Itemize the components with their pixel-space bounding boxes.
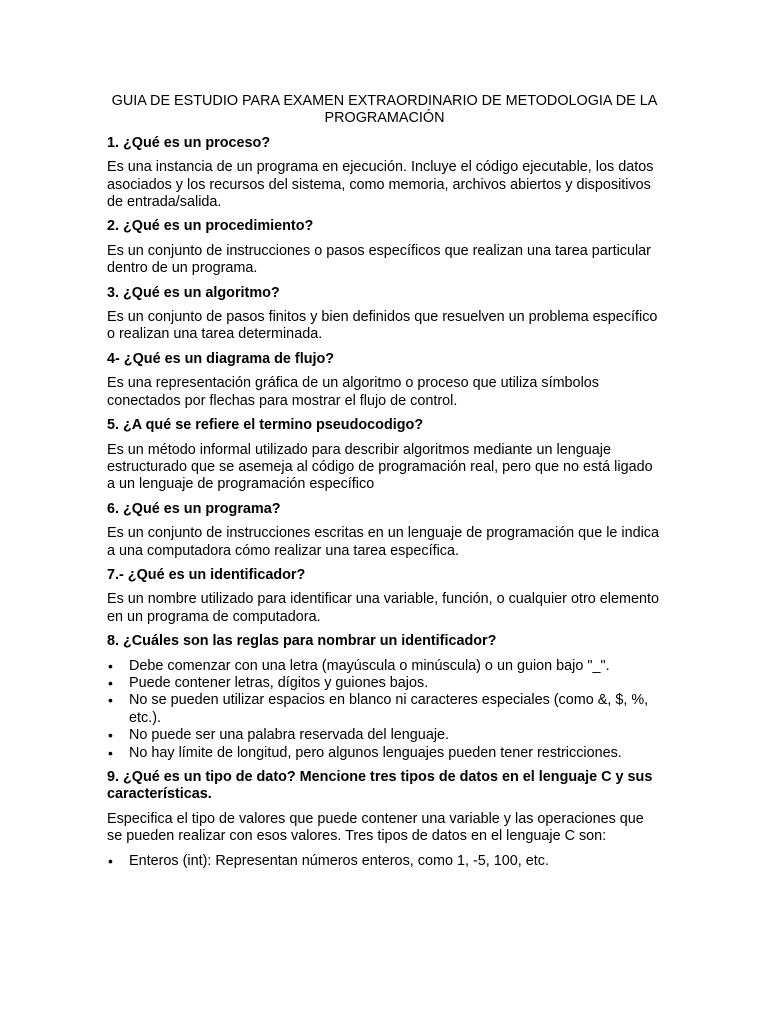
question-heading: 9. ¿Qué es un tipo de dato? Mencione tres tipos de datos en el lenguaje C y sus características. [107, 769, 653, 803]
list-item-text: No puede ser una palabra reservada del lenguaje. [129, 727, 450, 744]
list-item [107, 658, 662, 675]
answer-paragraph: Es una instancia de un programa en ejecución. Incluye el código ejecutable, los datos asociados y los recursos del sistema, como memoria, archivos abiertos y dispositivos de entrada/salida. [107, 159, 654, 211]
list-item [107, 853, 662, 870]
answer-paragraph: Especifica el tipo de valores que puede contener una variable y las operaciones que se pueden realizar con esos valores. Tres tipos de datos en el lenguaje C son: [107, 810, 644, 845]
bullet-icon: • [108, 852, 113, 869]
bullet-icon: • [108, 744, 113, 761]
list-item-text: No se pueden utilizar espacios en blanco ni caracteres especiales (como &, $, %, etc.). [129, 692, 649, 726]
list-item [107, 692, 662, 727]
identifier-rules-list [107, 658, 662, 762]
question-heading: 7.- ¿Qué es un identificador? [107, 566, 306, 583]
bullet-icon: • [108, 692, 113, 709]
list-item [107, 745, 662, 762]
answer-paragraph: Es un nombre utilizado para identificar una variable, función, o cualquier otro elemento en un programa de computadora. [107, 591, 659, 625]
answer-paragraph: Es un conjunto de instrucciones escritas en un lenguaje de programación que le indica a una computadora cómo realizar una tarea específica. [107, 525, 659, 559]
question-heading: 3. ¿Qué es un algoritmo? [107, 284, 280, 301]
question-heading: 2. ¿Qué es un procedimiento? [107, 218, 314, 235]
list-item-text: Puede contener letras, dígitos y guiones bajos. [129, 674, 429, 691]
bullet-icon: • [108, 674, 113, 691]
list-item-text: No hay límite de longitud, pero algunos lenguajes pueden tener restricciones. [129, 744, 622, 761]
question-heading: 8. ¿Cuáles son las reglas para nombrar un identificador? [107, 633, 497, 650]
question-heading: 1. ¿Qué es un proceso? [107, 134, 271, 151]
question-heading: 6. ¿Qué es un programa? [107, 500, 281, 517]
bullet-icon: • [108, 727, 113, 744]
document-title: GUIA DE ESTUDIO PARA EXAMEN EXTRAORDINARIO DE METODOLOGIA DE LA PROGRAMACIÓN [111, 93, 658, 127]
document-body [107, 93, 662, 877]
answer-paragraph: Es un conjunto de instrucciones o pasos específicos que realizan una tarea particular dentro de un programa. [107, 242, 651, 277]
question-heading: 4- ¿Qué es un diagrama de flujo? [107, 350, 335, 367]
data-types-list [107, 853, 662, 870]
answer-paragraph: Es un conjunto de pasos finitos y bien definidos que resuelven un problema específico o realizan una tarea determinada. [107, 309, 658, 343]
list-item-text: Enteros (int): Representan números enteros, como 1, -5, 100, etc. [129, 852, 549, 869]
answer-paragraph: Es una representación gráfica de un algoritmo o proceso que utiliza símbolos conectados por flechas para mostrar el flujo de control. [107, 375, 599, 409]
bullet-icon: • [108, 657, 113, 674]
answer-paragraph: Es un método informal utilizado para describir algoritmos mediante un lenguaje estructurado que se asemeja al código de programación real, pero que no está ligado a un lenguaje de programación específico [107, 441, 653, 493]
list-item-text: Debe comenzar con una letra (mayúscula o minúscula) o un guion bajo "_". [129, 657, 610, 674]
question-heading: 5. ¿A qué se refiere el termino pseudocodigo? [107, 417, 424, 434]
list-item [107, 675, 662, 692]
list-item [107, 727, 662, 744]
